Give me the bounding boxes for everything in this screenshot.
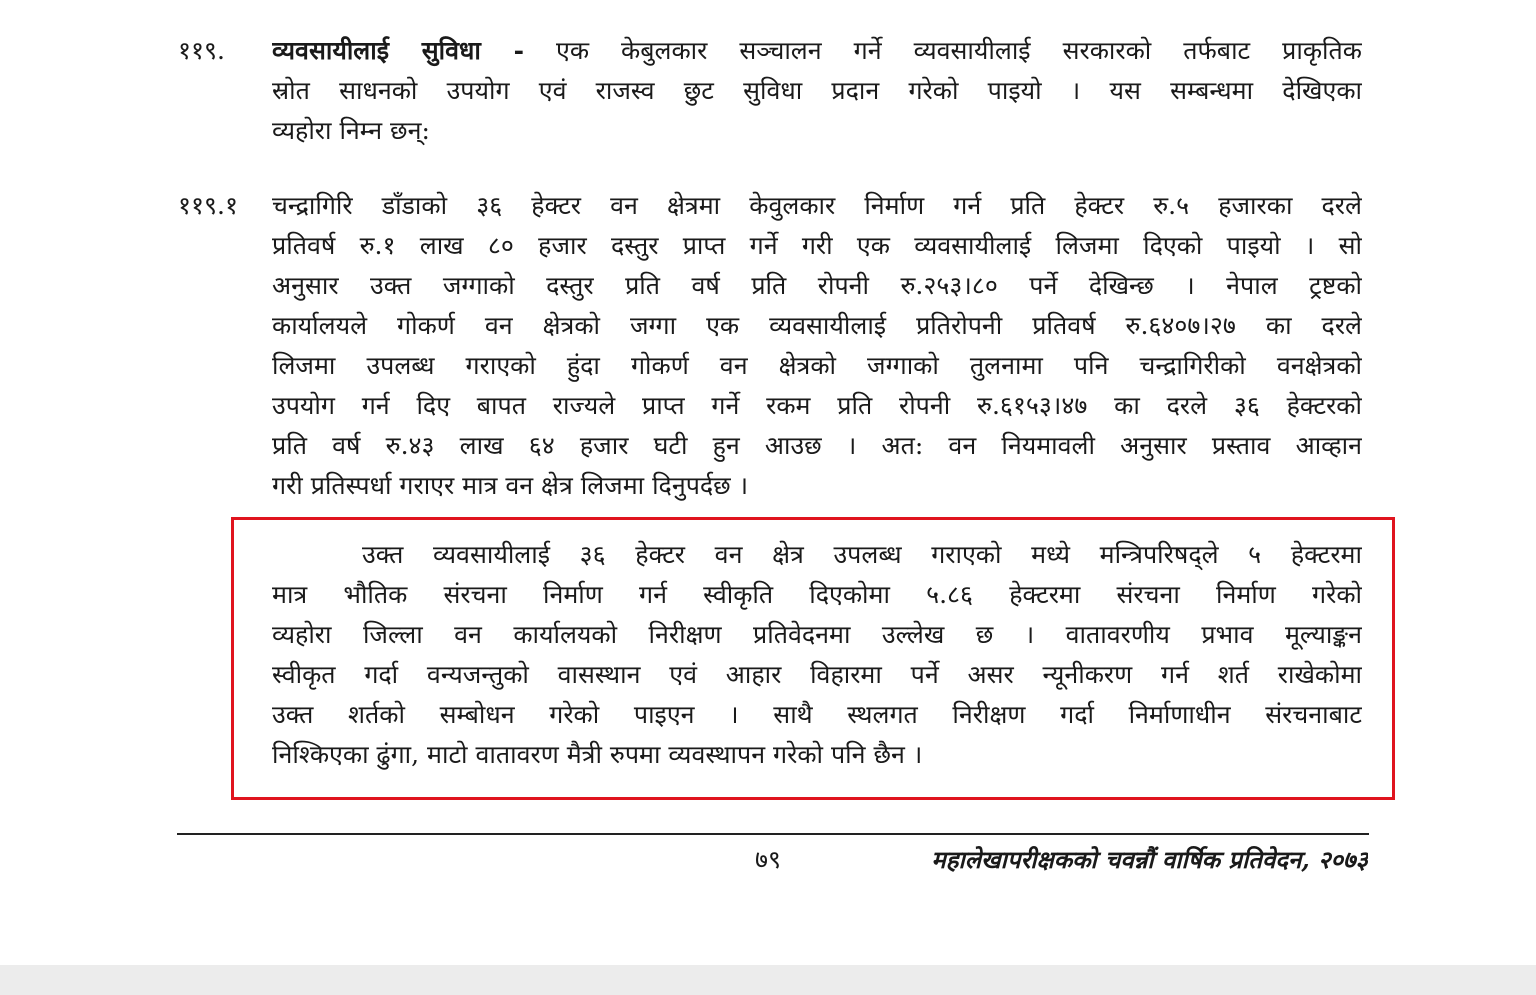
section-119-line-2: स्रोत साधनको उपयोग एवं राजस्व छुट सुविधा प्रदान गरेको पाइयो । यस सम्बन्धमा देखिएका [272, 76, 1362, 105]
section-119-1-line-2: प्रतिवर्ष रु.१ लाख ८० हजार दस्तुर प्राप्त गर्ने गरी एक व्यवसायीलाई लिजमा दिएको पाइयो । सो [272, 231, 1362, 260]
highlight-line-5: उक्त शर्तको सम्बोधन गरेको पाइएन । साथै स्थलगत निरीक्षण गर्दा निर्माणाधीन संरचनाबाट [272, 700, 1362, 729]
footer-title: महालेखापरीक्षकको चवन्नौं वार्षिक प्रतिवेदन, २०७३ [931, 845, 1368, 874]
highlight-line-4: स्वीकृत गर्दा वन्यजन्तुको वासस्थान एवं आहार विहारमा पर्ने असर न्यूनीकरण गर्न शर्त राखेकोमा [272, 660, 1362, 689]
section-number-119-1: ११९.१ [178, 191, 238, 220]
section-119-1-line-7: प्रति वर्ष रु.४३ लाख ६४ हजार घटी हुन आउछ । अत: वन नियमावली अनुसार प्रस्ताव आव्हान [272, 431, 1362, 460]
page-number: ७९ [755, 845, 782, 874]
section-119-1-line-5: लिजमा उपलब्ध गराएको हुंदा गोकर्ण वन क्षेत्रको जग्गाको तुलनामा पनि चन्द्रागिरीको वनक्षेत्रको [272, 351, 1362, 380]
section-119-1-line-6: उपयोग गर्न दिए बापत राज्यले प्राप्त गर्ने रकम प्रति रोपनी रु.६१५३।४७ का दरले ३६ हेक्टरको [272, 391, 1362, 420]
highlight-line-1: उक्त व्यवसायीलाई ३६ हेक्टर वन क्षेत्र उपलब्ध गराएको मध्ये मन्त्रिपरिषद्ले ५ हेक्टरमा [362, 540, 1362, 569]
section-119-1-line-4: कार्यालयले गोकर्ण वन क्षेत्रको जग्गा एक व्यवसायीलाई प्रतिरोपनी प्रतिवर्ष रु.६४०७।२७ का दरले [272, 311, 1362, 340]
viewer-bottom-bar [0, 965, 1536, 995]
section-119-1-line-8: गरी प्रतिस्पर्धा गराएर मात्र वन क्षेत्र लिजमा दिनुपर्दछ । [272, 471, 749, 500]
section-119-heading: व्यवसायीलाई सुविधा - [272, 36, 525, 65]
footer-rule [177, 833, 1369, 835]
section-119-line-1 [272, 31, 1362, 71]
highlight-line-3: व्यहोरा जिल्ला वन कार्यालयको निरीक्षण प्रतिवेदनमा उल्लेख छ । वातावरणीय प्रभाव मूल्याङ्कन [272, 620, 1362, 649]
section-119-1-line-1: चन्द्रागिरि डाँडाको ३६ हेक्टर वन क्षेत्रमा केवुलकार निर्माण गर्न प्रति हेक्टर रु.५ हजारका दरले [272, 191, 1362, 220]
highlight-line-2: मात्र भौतिक संरचना निर्माण गर्न स्वीकृति दिएकोमा ५.८६ हेक्टरमा संरचना निर्माण गरेको [272, 580, 1362, 609]
highlight-line-6: निश्किएका ढुंगा, माटो वातावरण मैत्री रुपमा व्यवस्थापन गरेको पनि छैन । [272, 740, 923, 769]
section-119-text: एक केबुलकार सञ्चालन गर्ने व्यवसायीलाई सरकारको तर्फबाट प्राकृतिक [556, 36, 1362, 65]
section-119-line-3: व्यहोरा निम्न छन्: [272, 116, 430, 145]
section-number-119: ११९. [178, 36, 225, 65]
section-119-1-line-3: अनुसार उक्त जग्गाको दस्तुर प्रति वर्ष प्रति रोपनी रु.२५३।८० पर्ने देखिन्छ । नेपाल ट्रष्टको [272, 271, 1362, 300]
